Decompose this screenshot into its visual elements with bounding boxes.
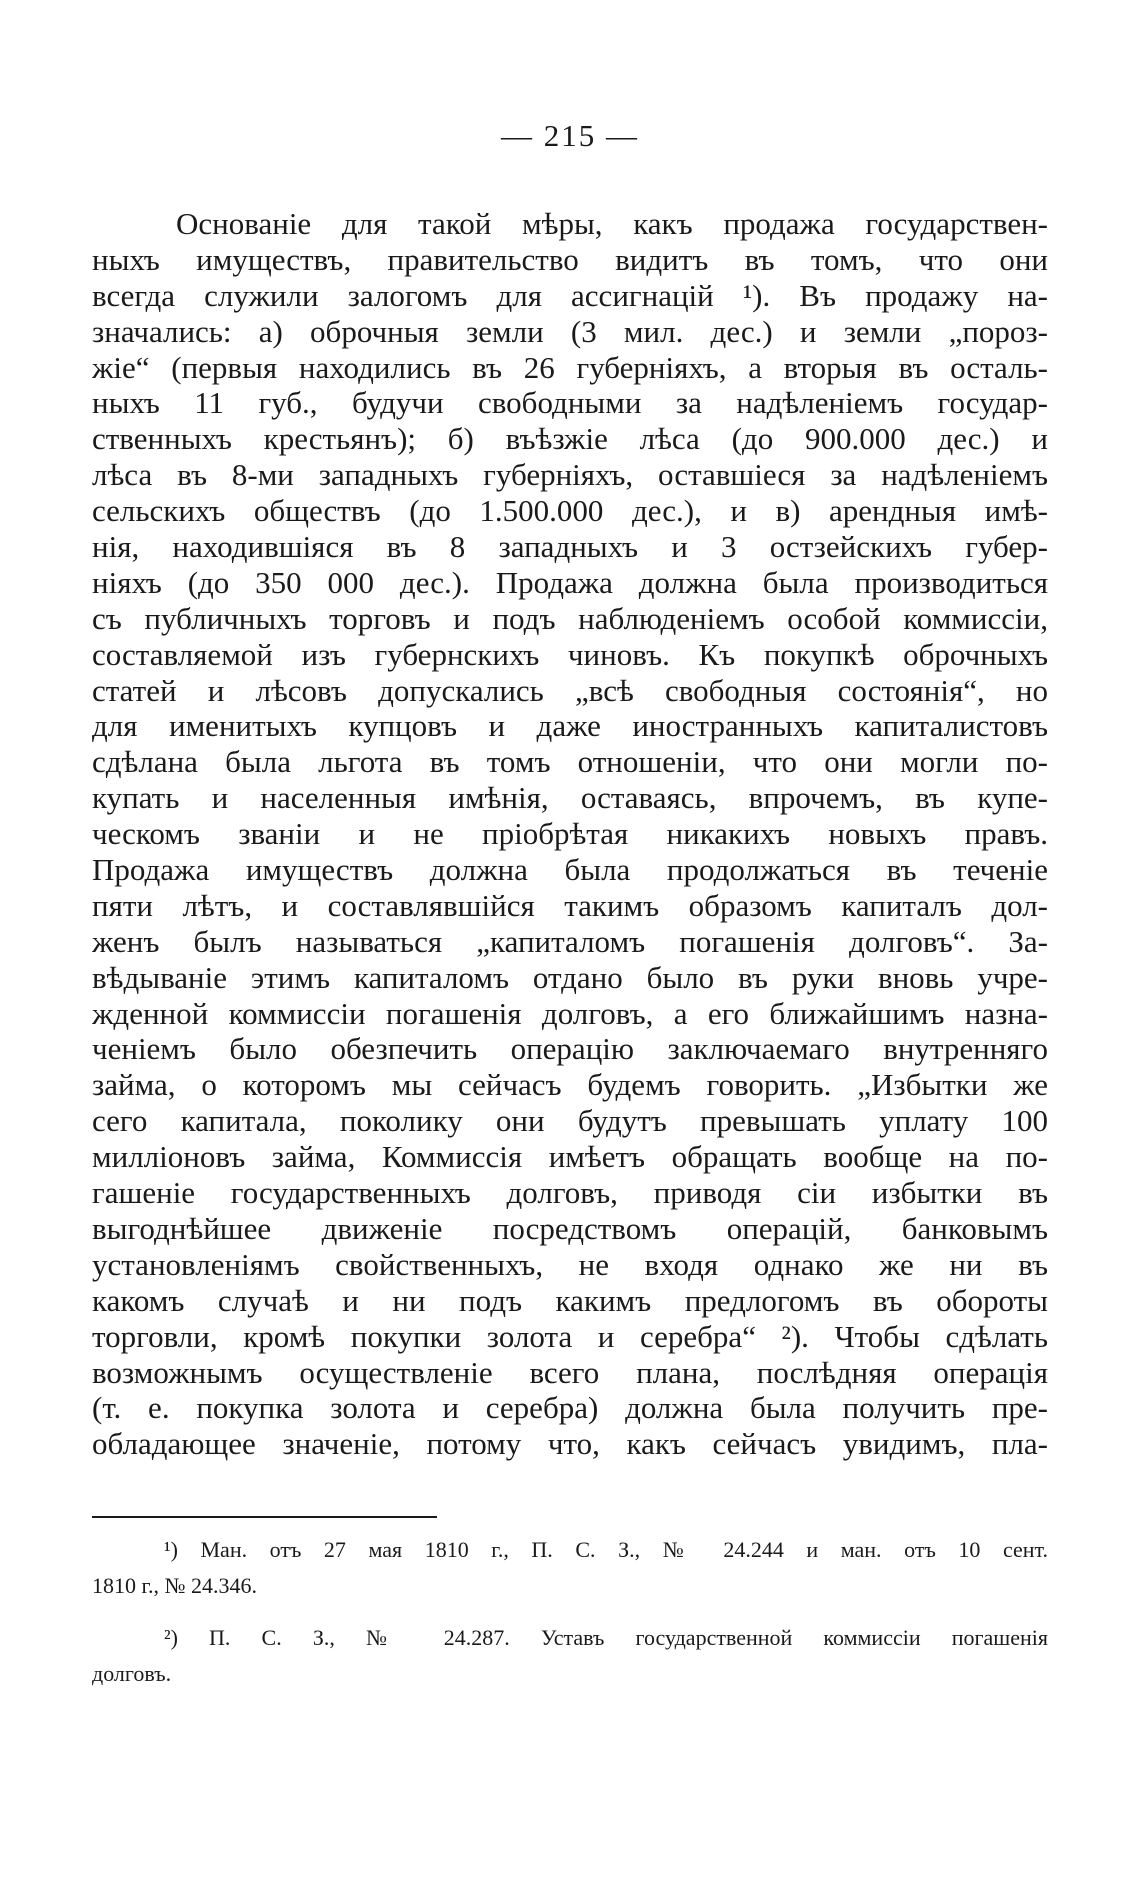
text-line: возможнымъ осуществленіе всего плана, послѣдняя операція [92,1354,1048,1390]
text-line: сего капитала, поколику они будутъ превышать уплату 100 [92,1103,1048,1139]
text-line: всегда служили залогомъ для ассигнацій ¹). Въ продажу на- [92,277,1048,313]
text-line: жіе“ (первыя находились въ 26 губерніяхъ, а вторыя въ осталь- [92,349,1048,385]
text-line: сельскихъ обществъ (до 1.500.000 дес.), и в) арендныя имѣ- [92,493,1048,529]
text-line: Продажа имуществъ должна была продолжаться въ теченіе [92,852,1048,888]
text-line: женъ былъ называться „капиталомъ погашенія долговъ“. За- [92,923,1048,959]
text-line: для именитыхъ купцовъ и даже иностранныхъ капиталистовъ [92,708,1048,744]
text-line: сдѣлана была льгота въ томъ отношеніи, что они могли по- [92,744,1048,780]
footnote-divider [92,1516,437,1518]
text-line: установленіямъ свойственныхъ, не входя однако же ни въ [92,1246,1048,1282]
text-line: ческомъ званіи и не пріобрѣтая никакихъ новыхъ правъ. [92,816,1048,852]
footnote-1-continued: 1810 г., № 24.346. [92,1573,258,1598]
text-line: Основаніе для такой мѣры, какъ продажа государствен- [176,206,1048,241]
footnotes [92,1532,1048,1692]
text-line: выгоднѣйшее движеніе посредствомъ операцій, банковымъ [92,1210,1048,1246]
text-line: статей и лѣсовъ допускались „всѣ свободныя состоянія“, но [92,672,1048,708]
text-line: обладающее значеніе, потому что, какъ сейчасъ увидимъ, пла- [92,1426,1048,1462]
text-line: съ публичныхъ торговъ и подъ наблюденіемъ особой коммиссіи, [92,600,1048,636]
text-line: (т. е. покупка золота и серебра) должна была получить пре- [92,1390,1048,1426]
text-line: лѣса въ 8-ми западныхъ губерніяхъ, оставшіеся за надѣленіемъ [92,457,1048,493]
text-line: торговли, кромѣ покупки золота и серебра“ ²). Чтобы сдѣлать [92,1318,1048,1354]
main-text [92,206,1048,1462]
text-line: займа, о которомъ мы сейчасъ будемъ говорить. „Избытки же [92,1067,1048,1103]
text-line: значались: а) оброчныя земли (3 мил. дес.) и земли „пороз- [92,313,1048,349]
text-line: гашеніе государственныхъ долговъ, приводя сіи избытки въ [92,1175,1048,1211]
text-line: ныхъ 11 губ., будучи свободными за надѣленіемъ государ- [92,385,1048,421]
text-line: ченіемъ было обезпечить операцію заключаемаго внутренняго [92,1031,1048,1067]
text-line: милліоновъ займа, Коммиссія имѣетъ обращать вообще на по- [92,1139,1048,1175]
page-number: — 215 — [501,118,639,153]
text-line: вѣдываніе этимъ капиталомъ отдано было въ руки вновь учре- [92,959,1048,995]
text-line: ніяхъ (до 350 000 дес.). Продажа должна была производиться [92,564,1048,600]
footnote-2: ²) П. С. З., № 24.287. Уставъ государственной коммиссіи погашенія [164,1625,1048,1650]
text-line: пяти лѣтъ, и составлявшійся такимъ образомъ капиталъ дол- [92,887,1048,923]
text-line: ственныхъ крестьянъ); б) въѣзжіе лѣса (до 900.000 дес.) и [92,421,1048,457]
text-line: ныхъ имуществъ, правительство видитъ въ томъ, что они [92,241,1048,277]
text-line: жденной коммиссіи погашенія долговъ, а его ближайшимъ назна- [92,995,1048,1031]
text-line: нія, находившіяся въ 8 западныхъ и 3 остзейскихъ губер- [92,529,1048,565]
footnote-2-continued: долговъ. [92,1661,172,1686]
footnote-1: ¹) Ман. отъ 27 мая 1810 г., П. С. З., № 24.244 и ман. отъ 10 сент. [164,1537,1048,1562]
text-line: составляемой изъ губернскихъ чиновъ. Къ покупкѣ оброчныхъ [92,636,1048,672]
text-line: какомъ случаѣ и ни подъ какимъ предлогомъ въ обороты [92,1282,1048,1318]
text-line: купать и населенныя имѣнія, оставаясь, впрочемъ, въ купе- [92,780,1048,816]
